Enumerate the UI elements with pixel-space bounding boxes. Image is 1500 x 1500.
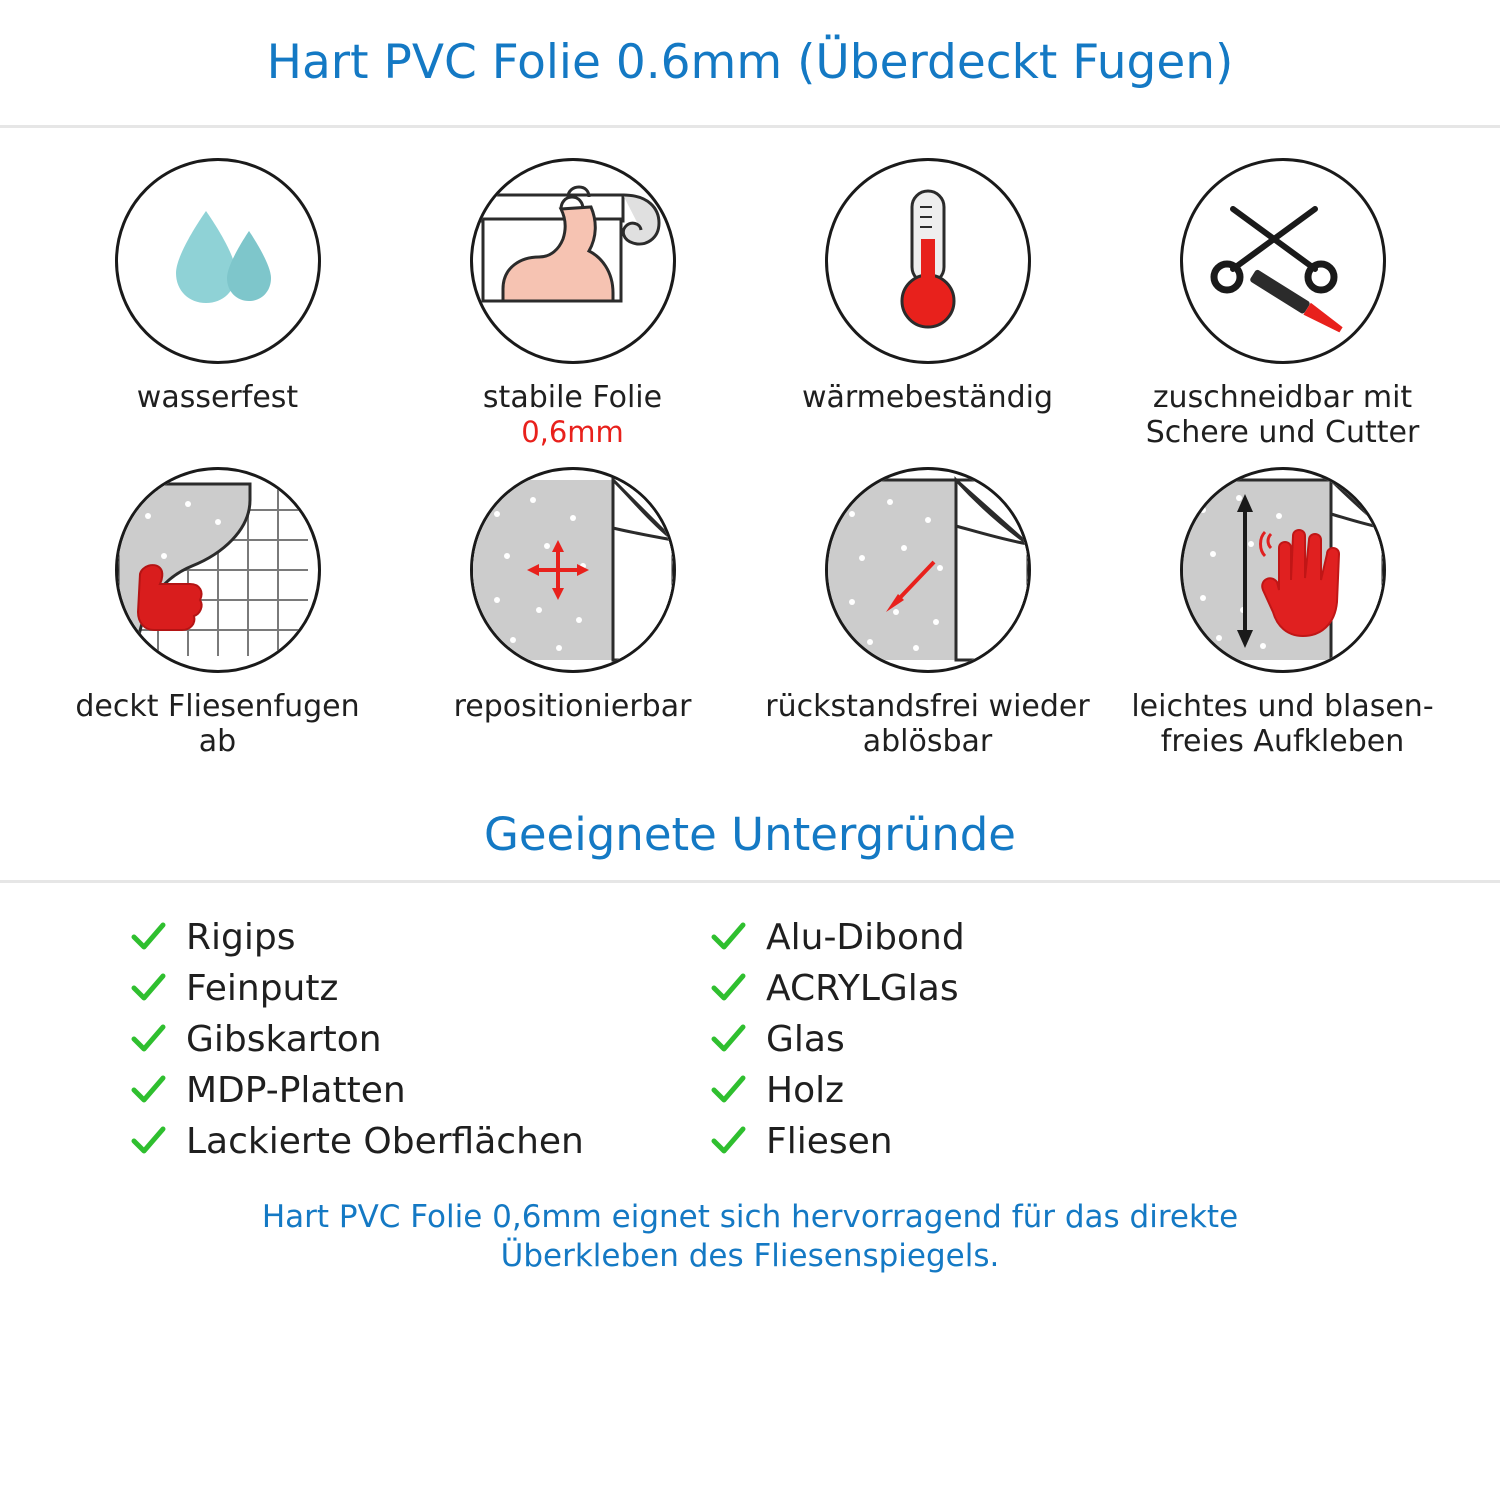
list-item (130, 1070, 584, 1111)
feature-heat-resistant (750, 158, 1105, 451)
substrate-label: MDP-Platten (186, 1069, 406, 1111)
feature-label: zuschneidbar mit Schere und Cutter (1145, 380, 1420, 451)
feature-repositionable (395, 467, 750, 760)
check-icon (130, 919, 166, 955)
list-item (130, 968, 584, 1009)
footnote-line-1: Hart PVC Folie 0,6mm eignet sich hervorragend für das direkte (261, 1198, 1239, 1235)
feature-label: wärmebeständig (801, 380, 1054, 415)
check-icon (130, 1123, 166, 1159)
check-icon (710, 1021, 746, 1057)
feature-icon-circle (115, 467, 321, 673)
substrate-label: Alu-Dibond (766, 916, 965, 958)
feature-cuttable (1105, 158, 1460, 451)
check-icon (710, 970, 746, 1006)
list-item (130, 1121, 584, 1162)
check-icon (130, 1072, 166, 1108)
feature-grid (0, 128, 1500, 760)
feature-sub-label: 0,6mm (521, 415, 624, 450)
feature-covers-joints (40, 467, 395, 760)
check-icon (130, 970, 166, 1006)
feature-icon-circle (825, 158, 1031, 364)
substrate-label: Fliesen (766, 1120, 893, 1162)
feature-icon-circle (1180, 158, 1386, 364)
list-item (130, 1019, 584, 1060)
feature-label: rückstandsfrei wieder ablösbar (765, 688, 1090, 760)
substrate-label: Holz (766, 1069, 844, 1111)
thermometer-icon (828, 161, 1028, 361)
header (0, 0, 1500, 128)
substrate-label: Glas (766, 1018, 845, 1060)
section-title: Geeignete Untergründe (483, 808, 1016, 862)
feature-label: stabile Folie (482, 380, 663, 415)
smoothing-hand-icon (1183, 470, 1383, 670)
substrate-label: Lackierte Oberflächen (186, 1120, 584, 1162)
substrate-label: Feinputz (186, 967, 339, 1009)
feature-label: leichtes und blasen-freies Aufkleben (1131, 688, 1434, 760)
substrate-label: Rigips (186, 916, 296, 958)
substrates-list (0, 883, 1500, 1172)
feature-stable-film (395, 158, 750, 451)
feature-icon-circle (1180, 467, 1386, 673)
feature-easy-application (1105, 467, 1460, 760)
check-icon (710, 1123, 746, 1159)
list-item (130, 917, 584, 958)
substrates-column-left (0, 917, 584, 1172)
check-icon (710, 919, 746, 955)
check-icon (710, 1072, 746, 1108)
list-item (710, 1121, 965, 1162)
list-item (710, 968, 965, 1009)
list-item (710, 1019, 965, 1060)
substrate-label: Gibskarton (186, 1018, 382, 1060)
flexing-arm-icon (473, 161, 673, 361)
substrate-label: ACRYLGlas (766, 967, 959, 1009)
feature-waterproof (40, 158, 395, 451)
page-title: Hart PVC Folie 0.6mm (Überdeckt Fugen) (266, 35, 1234, 90)
check-icon (130, 1021, 166, 1057)
feature-label: repositionierbar (453, 688, 692, 724)
water-drops-icon (118, 161, 318, 361)
move-arrows-icon (473, 470, 673, 670)
thumbs-up-tiles-icon (118, 470, 318, 670)
feature-removable (750, 467, 1105, 760)
feature-icon-circle (470, 158, 676, 364)
list-item (710, 1070, 965, 1111)
footnote-line-2: Überkleben des Fliesenspiegels. (500, 1238, 1000, 1275)
feature-label: deckt Fliesenfugen ab (75, 688, 360, 760)
feature-icon-circle (470, 467, 676, 673)
substrates-column-right (710, 917, 965, 1172)
footnote (0, 1198, 1500, 1277)
substrates-section-header (0, 790, 1500, 883)
feature-icon-circle (825, 467, 1031, 673)
list-item (710, 917, 965, 958)
scissors-cutter-icon (1183, 161, 1383, 361)
feature-icon-circle (115, 158, 321, 364)
peel-arrow-icon (828, 470, 1028, 670)
feature-label: wasserfest (136, 380, 299, 415)
